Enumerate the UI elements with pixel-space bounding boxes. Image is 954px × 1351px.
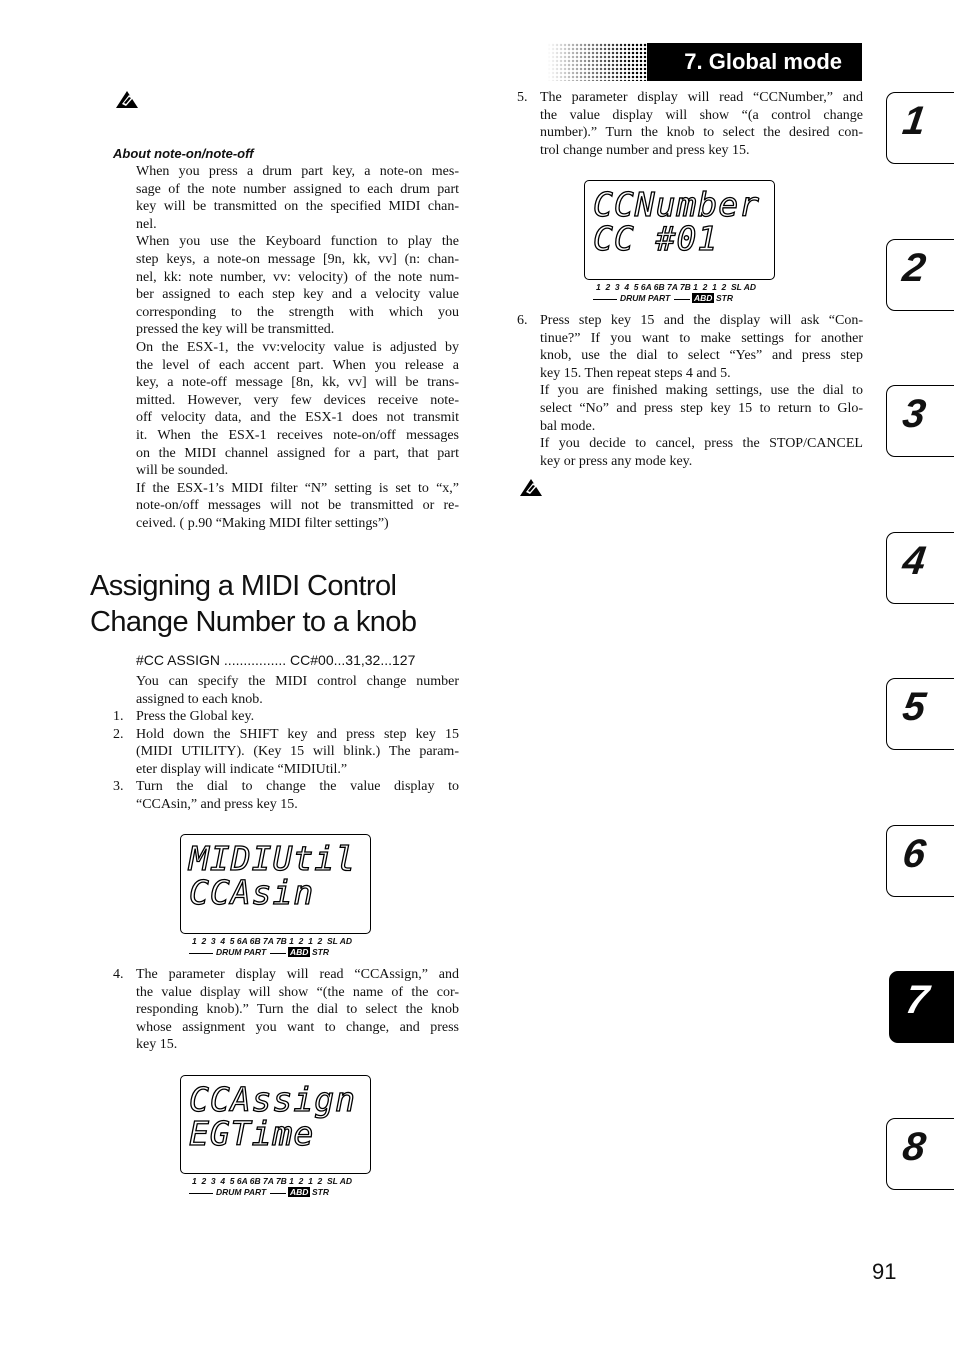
- str-label: STR: [716, 293, 733, 303]
- text-line: whose assignment you want to change, and press: [136, 1019, 459, 1035]
- step-item: [113, 726, 459, 779]
- chapter-tab-7-active[interactable]: [889, 971, 954, 1043]
- str-label: STR: [312, 947, 329, 957]
- text-line: key 15.: [136, 1037, 178, 1053]
- text-line: nel.: [136, 216, 157, 232]
- text-line: on the MIDI channel assigned for a part, that part: [136, 445, 459, 461]
- step-number: 4.: [113, 967, 124, 982]
- drum-part-bracket: [593, 299, 617, 300]
- drum-part-bracket: [189, 953, 213, 954]
- intro-text: [136, 673, 459, 708]
- tab-label: 6: [899, 832, 929, 876]
- lcd-line-2: CC #01: [593, 219, 719, 258]
- text-line: key will be transmitted on the specified MIDI chan-: [136, 199, 459, 215]
- text-line: knob, use the dial to select “Yes” and press step: [540, 348, 863, 364]
- text-line: Press the Global key.: [136, 709, 255, 724]
- chapter-tab-3[interactable]: [886, 385, 954, 457]
- about-text: [136, 163, 459, 532]
- text-line: the value display will show “(a control change: [540, 107, 863, 123]
- drum-part-bracket: [270, 1193, 286, 1194]
- step-number: 6.: [517, 313, 528, 328]
- text-line: responding knob).” Turn the dial to select the knob: [136, 1002, 459, 1018]
- text-line: step keys, a note-on message [9n, kk, vv] (n: chan-: [136, 251, 459, 267]
- drum-part-bracket: [270, 953, 286, 954]
- text-line: number).” Turn the knob to select the desired con-: [540, 125, 863, 141]
- chapter-title: 7. Global mode: [684, 49, 842, 74]
- text-line: If you decide to cancel, press the STOP/CANCEL: [540, 436, 863, 452]
- step-number: 1.: [113, 709, 124, 724]
- abd-badge: ABD: [694, 293, 713, 303]
- text-line: nel, kk: note number, vv: velocity) of the note num-: [136, 269, 459, 285]
- lcd-line-2: EGTime: [189, 1114, 315, 1153]
- lcd-line-1: CCAssign: [189, 1080, 356, 1119]
- lcd-indicators: 1 2 3 4 5 6A 6B 7A 7B 1 2 1 2 SL AD: [192, 936, 353, 946]
- text-line: Press step key 15 and the display will ask “Con-: [540, 313, 863, 328]
- lcd-display: [180, 1075, 371, 1174]
- str-label: STR: [312, 1187, 329, 1197]
- steps-list-right: [517, 89, 863, 159]
- chapter-tab-6[interactable]: [886, 825, 954, 897]
- chapter-tab-8[interactable]: [886, 1118, 954, 1190]
- text-line: sage of the note number assigned to each drum part: [136, 181, 459, 197]
- lcd-line-1: CCNumber: [593, 185, 760, 224]
- text-line: The parameter display will read “CCAssign,” and: [136, 967, 459, 982]
- step-item: [517, 89, 863, 159]
- text-line: bal mode.: [540, 418, 596, 434]
- text-line: If you are finished making settings, use the dial to: [540, 383, 863, 399]
- lcd-line-1: MIDIUtil: [189, 839, 356, 878]
- steps-list-left-2: [113, 966, 459, 1054]
- text-line: the level of each accent part. When you release a: [136, 357, 459, 373]
- text-line: tinue?” If you want to make settings for another: [540, 330, 863, 346]
- step-number: 2.: [113, 726, 124, 742]
- step-number: 5.: [517, 90, 528, 105]
- text-line: Turn the dial to change the value display to: [136, 779, 459, 795]
- drum-part-bracket: [189, 1193, 213, 1194]
- tab-label: 1: [899, 99, 929, 143]
- text-line: will be sounded.: [136, 463, 229, 479]
- tab-label: 4: [899, 539, 929, 583]
- abd-badge: ABD: [290, 947, 309, 957]
- lcd-display: [180, 834, 371, 934]
- text-line: ber assigned to each step key and a velocity value: [136, 287, 459, 303]
- text-line: You can specify the MIDI control change number: [136, 674, 459, 689]
- header-bar: [647, 43, 862, 81]
- steps-list-right-2: [517, 312, 863, 470]
- section-title-line: Assigning a MIDI Control: [90, 570, 397, 602]
- steps-list-left: [113, 708, 459, 814]
- text-line: off velocity data, and the ESX-1 does not transmit: [136, 410, 459, 426]
- chapter-tab-1[interactable]: [886, 92, 954, 164]
- text-line: Hold down the SHIFT key and press step key 15: [136, 726, 459, 742]
- lcd-indicators: 1 2 3 4 5 6A 6B 7A 7B 1 2 1 2 SL AD: [192, 1176, 353, 1186]
- text-line: mitted. However, very few devices receive note-: [136, 392, 459, 408]
- chapter-tab-4[interactable]: [886, 532, 954, 604]
- text-line: On the ESX-1, the vv:velocity value is adjusted by: [136, 339, 459, 355]
- parameter-line: #CC ASSIGN ................ CC#00...31,32...127: [136, 652, 416, 668]
- text-line: corresponding to the strength with which you: [136, 304, 459, 320]
- lcd-display: [584, 180, 775, 280]
- section-title: [90, 568, 416, 640]
- page-number: 91: [872, 1259, 897, 1284]
- lcd-indicators: 1 2 3 4 5 6A 6B 7A 7B 1 2 1 2 SL AD: [596, 282, 757, 292]
- step-item: [517, 312, 863, 470]
- text-line: eter display will indicate “MIDIUtil.”: [136, 761, 348, 777]
- text-line: select “No” and press step key 15 to return to Glo-: [540, 400, 863, 416]
- about-heading: About note-on/note-off: [113, 146, 254, 161]
- text-line: (MIDI UTILITY). (Key 15 will blink.) The param-: [136, 744, 459, 760]
- text-line: note-on/off messages will not be transmitted or re-: [136, 498, 459, 514]
- text-line: assigned to each knob.: [136, 691, 263, 707]
- abd-badge: ABD: [290, 1187, 309, 1197]
- chapter-tab-2[interactable]: [886, 239, 954, 311]
- text-line: When you use the Keyboard function to play the: [136, 234, 459, 250]
- chapter-tab-5[interactable]: [886, 678, 954, 750]
- text-line: key or press any mode key.: [540, 453, 693, 469]
- text-line: ceived. ( p.90 “Making MIDI filter settings”): [136, 515, 389, 531]
- text-line: When you press a drum part key, a note-on mes-: [136, 164, 459, 179]
- chapter-header: [547, 43, 862, 81]
- drum-part-label: DRUM PART: [216, 947, 267, 957]
- tab-label: 5: [899, 685, 929, 729]
- tab-label: 8: [899, 1125, 929, 1169]
- step-item: [113, 708, 459, 726]
- section-title-line: Change Number to a knob: [90, 606, 417, 638]
- step-item: [113, 966, 459, 1054]
- step-number: 3.: [113, 779, 124, 795]
- tab-label: 3: [899, 392, 929, 436]
- tab-label: 2: [899, 246, 929, 290]
- step-item: [113, 778, 459, 813]
- text-line: key 15. Then repeat steps 4 and 5.: [540, 365, 731, 381]
- drum-part-bracket: [674, 299, 690, 300]
- text-line: key, a note-off message [8n, kk, vv] will be trans-: [136, 375, 459, 391]
- drum-part-label: DRUM PART: [216, 1187, 267, 1197]
- text-line: pressed the key will be transmitted.: [136, 322, 335, 338]
- text-line: trol change number and press key 15.: [540, 142, 750, 158]
- drum-part-label: DRUM PART: [620, 293, 671, 303]
- lcd-line-2: CCAsin: [189, 873, 315, 912]
- tab-label: 7: [902, 978, 932, 1022]
- text-line: The parameter display will read “CCNumber,” and: [540, 90, 863, 105]
- text-line: “CCAsin,” and press key 15.: [136, 796, 298, 812]
- warning-icon: [115, 89, 139, 109]
- text-line: it. When the ESX-1 receives note-on/off messages: [136, 427, 459, 443]
- text-line: If the ESX-1’s MIDI filter “N” setting is set to “x,”: [136, 480, 459, 496]
- warning-icon: [519, 477, 543, 497]
- text-line: the value display will show “(the name of the cor-: [136, 984, 459, 1000]
